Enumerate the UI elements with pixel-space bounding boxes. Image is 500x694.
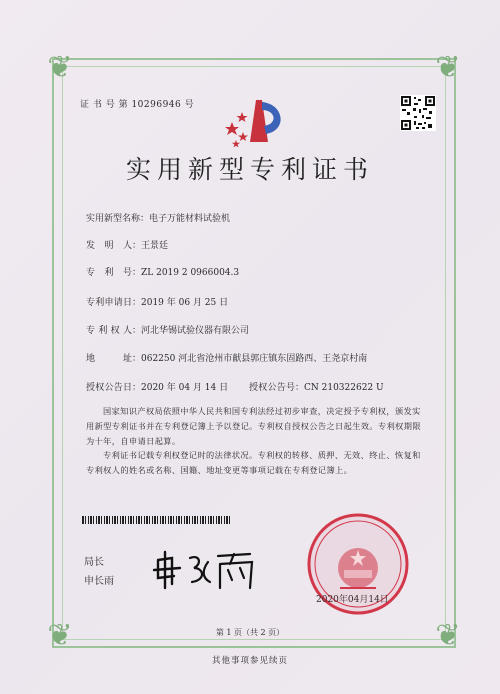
field-address xyxy=(86,351,367,364)
page-number: 第 1 页（共 2 页） xyxy=(215,628,285,637)
corner-ornament-icon: ❦ xyxy=(47,50,73,85)
field-label: 专利申请日 xyxy=(86,298,132,308)
field-value: ：ZL 2019 2 0966004.3 xyxy=(132,268,240,278)
director-block xyxy=(84,553,114,591)
field-value: ：2020 年 04 月 14 日 xyxy=(132,383,229,393)
field-value: ：CN 210322622 U xyxy=(295,383,384,393)
field-utility-model-name xyxy=(86,211,230,224)
legal-status-paragraph: 专利证书记载专利权登记时的法律状况。专利权的转移、质押、无效、终止、恢复和专利权人的姓名或名称、国籍、地址变更等事项记载在专利登记簿上。 xyxy=(86,450,421,475)
field-value: 电子万能材料试验机 xyxy=(149,214,231,224)
field-inventor xyxy=(86,238,168,251)
field-label: 实用新型名称： xyxy=(86,214,150,224)
field-label: 地 址 xyxy=(86,354,132,364)
field-grant-info xyxy=(86,380,384,393)
field-label: 发 明 人 xyxy=(86,241,132,251)
field-value: ：河北华锡试验仪器有限公司 xyxy=(132,326,250,336)
field-value: ：王景廷 xyxy=(132,241,169,251)
director-title: 局长 xyxy=(84,557,104,568)
corner-ornament-icon: ❦ xyxy=(435,618,461,653)
corner-ornament-icon: ❦ xyxy=(435,50,461,85)
field-grant-number xyxy=(249,380,384,393)
cnipa-logo-icon xyxy=(222,96,294,152)
grant-statement-paragraph: 国家知识产权局依照中华人民共和国专利法经过初步审查，决定授予专利权，颁发实用新型专利证书并在专利登记簿上予以登记。专利权自授权公告之日起生效。专利权期限为十年，自申请日起算。 xyxy=(86,406,421,446)
field-value: ：062250 河北省沧州市献县郭庄镇东固路西、王尧京村南 xyxy=(132,354,368,364)
certificate-number: 证 书 号 第 10296946 号 xyxy=(80,100,195,110)
qr-code-icon xyxy=(400,95,436,131)
field-label: 专 利 号 xyxy=(86,268,132,278)
field-label: 专 利 权 人 xyxy=(86,326,132,336)
footer-note: 其他事项参见续页 xyxy=(211,656,288,666)
field-label: 授权公告日 xyxy=(86,383,132,393)
field-label: 授权公告号 xyxy=(249,383,295,393)
certificate-title: 实用新型专利证书 xyxy=(125,155,374,184)
field-patentee xyxy=(86,323,249,336)
director-name: 申长雨 xyxy=(84,576,114,587)
field-filing-date xyxy=(86,295,228,308)
field-patent-number xyxy=(86,265,239,278)
field-value: ：2019 年 06 月 25 日 xyxy=(132,298,229,308)
seal-date: 2020年04月14日 xyxy=(316,595,389,605)
barcode-icon xyxy=(82,516,232,524)
signature-icon xyxy=(150,548,260,592)
corner-ornament-icon: ❦ xyxy=(47,618,73,653)
